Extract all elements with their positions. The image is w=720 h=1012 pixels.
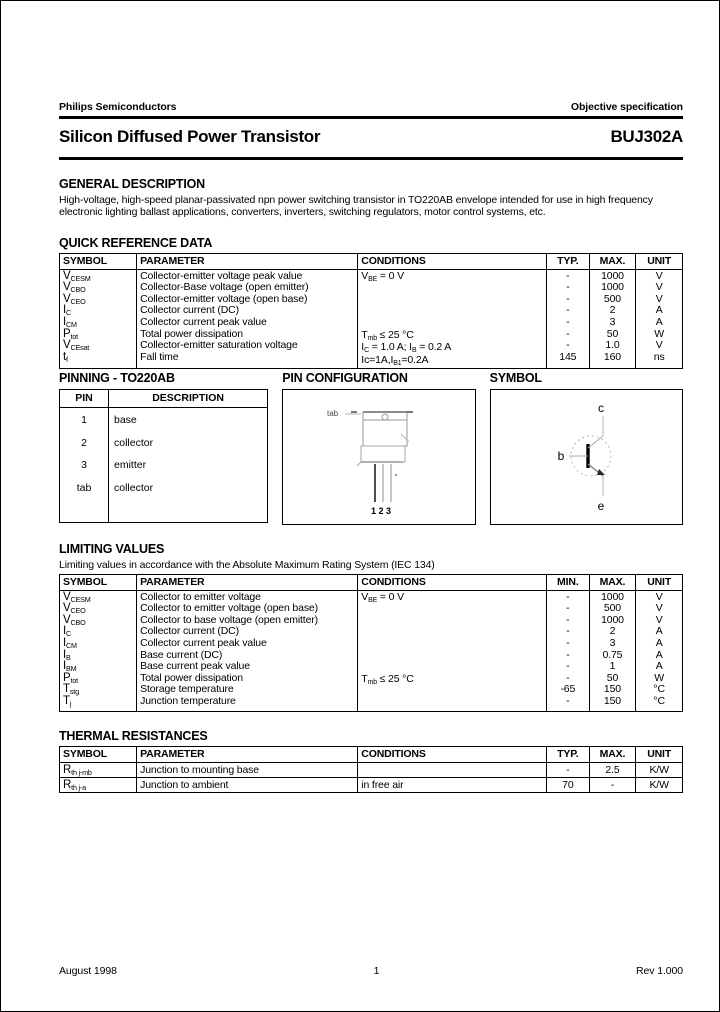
symbol-panel [490, 371, 683, 525]
cell-line: Collector-emitter voltage peak value [140, 269, 303, 282]
cell-line: Collector-emitter voltage (open base) [140, 292, 308, 305]
tab-label-text: tab [327, 409, 339, 419]
cell-line: ns [653, 350, 665, 363]
lv-conditions-cell [358, 590, 547, 711]
pinning-panel [59, 371, 268, 525]
cell-line: 0.75 [602, 648, 623, 661]
cell-line: 50 [606, 327, 619, 340]
cell-line: V [655, 613, 663, 626]
pin-description: collector [114, 482, 154, 494]
cell-line: - [566, 637, 570, 650]
cell-line: $V_{CBO}$ [63, 613, 86, 627]
cell-line: A [655, 625, 663, 638]
cell-line: $T_{stg}$ [63, 683, 79, 697]
cell-line: Collector-emitter saturation voltage [140, 339, 298, 352]
cell-line: 500 [603, 602, 621, 615]
cell-line: 1.0 [605, 339, 620, 352]
cell-line: $V_{CEO}$ [63, 602, 86, 616]
cell-line: Fall time [140, 350, 179, 363]
table-row [60, 762, 683, 777]
pin-description: collector [114, 436, 154, 449]
pin-description: emitter [114, 459, 147, 472]
col-pin: PIN [60, 390, 109, 408]
thermal-max: - [589, 777, 636, 792]
pin-configuration-panel [282, 371, 475, 525]
cell-line: °C [653, 683, 665, 696]
pinning-title: PINNING - TO220AB [59, 371, 175, 386]
cell-line [361, 616, 543, 628]
cell-line: $I_{BM}$ [63, 660, 77, 674]
col-description: DESCRIPTION [109, 390, 268, 408]
cell-line [361, 283, 543, 295]
title-row [59, 119, 683, 156]
cell-line: A [655, 637, 663, 650]
symbol-panel-title: SYMBOL [489, 371, 542, 386]
cell-line: 1 [609, 660, 616, 673]
cell-line: Base current (DC) [140, 648, 223, 661]
limiting-values-title: LIMITING VALUES [59, 542, 165, 557]
pin-description-filler [109, 499, 268, 523]
thermal-unit: K/W [636, 777, 683, 792]
col-symbol: SYMBOL [60, 746, 137, 762]
cell-line: V [655, 292, 663, 305]
qr-max-cell [589, 269, 636, 369]
col-typ: TYP. [547, 746, 590, 762]
cell-line: 2 [609, 304, 616, 317]
cell-line: - [566, 660, 570, 673]
cell-line: $V_{CEO}$ [63, 292, 86, 306]
cell-line: $V_{CEsat}$ [63, 339, 90, 353]
thermal-typ: 70 [547, 777, 590, 792]
cell-line: $t_f$ [63, 350, 68, 364]
page-footer [59, 965, 683, 977]
cell-line: A [655, 660, 663, 673]
thermal-unit: K/W [636, 762, 683, 777]
thermal-symbol: $R_{th j-a}$ [60, 777, 137, 792]
cell-line: -65 [560, 683, 576, 696]
lv-symbol-cell [60, 590, 137, 711]
table-row [60, 269, 683, 369]
cell-line [361, 295, 543, 307]
collector-lead [588, 436, 603, 448]
cell-line [361, 639, 543, 651]
lv-unit-cell [636, 590, 683, 711]
cell-line [361, 651, 543, 663]
cell-line: $V_{BE} = 0$ V [361, 269, 404, 283]
col-max: MAX. [589, 574, 636, 590]
page-header [59, 101, 683, 115]
cell-line: - [566, 339, 570, 352]
cell-line: 3 [609, 637, 616, 650]
cell-line: - [566, 315, 570, 328]
cell-line: $V_{CESM}$ [63, 269, 91, 283]
cell-line: Collector current peak value [140, 315, 267, 328]
cell-line: Collector to emitter voltage [140, 590, 261, 603]
cell-line [361, 627, 543, 639]
cell-line: 150 [603, 694, 621, 707]
cell-line: $V_{BE} = 0$ V [361, 590, 404, 604]
footer-date: August 1998 [59, 965, 117, 977]
cell-line: V [655, 602, 663, 615]
quick-reference-title: QUICK REFERENCE DATA [59, 235, 213, 250]
cell-line: - [566, 327, 570, 340]
cell-line: Collector current (DC) [140, 625, 239, 638]
table-header-row [60, 253, 683, 269]
lv-max-cell [589, 590, 636, 711]
col-max: MAX. [589, 746, 636, 762]
cell-line: $Ic=1A,I_{B1}=0.2A$ [361, 353, 429, 367]
cell-line: $P_{tot}$ [63, 671, 78, 685]
pin-number: 2 [60, 431, 109, 454]
cell-line: V [655, 590, 663, 603]
cell-line: Collector-Base voltage (open emitter) [140, 281, 309, 294]
cell-line: Total power dissipation [140, 327, 243, 340]
cell-line: Junction temperature [140, 694, 236, 707]
cell-line: W [654, 327, 665, 340]
part-number: BUJ302A [610, 127, 683, 146]
cell-line: 500 [603, 292, 621, 305]
cell-line: 3 [609, 315, 616, 328]
col-typ: TYP. [547, 253, 590, 269]
cell-line: 1000 [601, 613, 624, 626]
footer-page-number: 1 [373, 965, 380, 977]
cell-line: 160 [603, 350, 621, 363]
table-row [60, 431, 268, 454]
qr-parameter-cell [137, 269, 358, 369]
cell-line: Total power dissipation [140, 671, 243, 684]
col-symbol: SYMBOL [60, 574, 137, 590]
thermal-max: 2.5 [589, 762, 636, 777]
limiting-values-table [59, 574, 683, 712]
cell-line: Collector to emitter voltage (open base) [140, 602, 318, 615]
cell-line: $I_{CM}$ [63, 315, 77, 329]
table-row [60, 408, 268, 431]
col-max: MAX. [589, 253, 636, 269]
cell-line: - [566, 613, 570, 626]
cell-line: V [655, 339, 663, 352]
cell-line: Base current peak value [140, 660, 250, 673]
cell-line: $T_{mb} \le 25$ °C [361, 672, 414, 686]
thermal-condition [358, 762, 547, 777]
cell-line: $T_j$ [63, 694, 72, 708]
col-parameter: PARAMETER [137, 746, 358, 762]
cell-line: $V_{CESM}$ [63, 590, 91, 604]
thermal-resistances-table [59, 746, 683, 793]
cell-line: 1000 [601, 269, 624, 282]
cell-line: $I_B$ [63, 648, 71, 662]
table-row [60, 590, 683, 711]
col-conditions: CONDITIONS [358, 253, 547, 269]
quick-reference-table [59, 253, 683, 370]
cell-line: $T_{mb} \le 25$ °C [361, 328, 414, 342]
pin-numbers-text: 1 2 3 [371, 506, 392, 517]
cell-line [361, 698, 543, 710]
cell-line: °C [653, 694, 665, 707]
thermal-condition: in free air [358, 777, 547, 792]
pin-number-filler [60, 499, 109, 523]
table-header-row [60, 746, 683, 762]
col-conditions: CONDITIONS [358, 574, 547, 590]
cell-line: W [654, 671, 665, 684]
cell-line: $V_{CBO}$ [63, 281, 86, 295]
cell-line: Collector to base voltage (open emitter) [140, 613, 318, 626]
cell-line: - [566, 671, 570, 684]
cell-line: $I_{CM}$ [63, 637, 77, 651]
cell-line: $I_C$ [63, 304, 72, 318]
cell-line: - [566, 694, 570, 707]
thermal-symbol: $R_{th j-mb}$ [60, 762, 137, 777]
document-title: Silicon Diffused Power Transistor [59, 127, 321, 146]
lv-min-cell [547, 590, 590, 711]
cell-line: Collector current (DC) [140, 304, 239, 317]
footer-revision: Rev 1.000 [636, 965, 683, 977]
general-description-title: GENERAL DESCRIPTION [59, 177, 205, 191]
col-unit: UNIT [636, 746, 683, 762]
col-parameter: PARAMETER [137, 253, 358, 269]
table-row [60, 477, 268, 500]
table-row [60, 777, 683, 792]
header-rule-bottom [59, 157, 683, 160]
cell-line: Collector current peak value [140, 637, 267, 650]
lv-parameter-cell [137, 590, 358, 711]
cell-line: A [655, 315, 663, 328]
col-parameter: PARAMETER [137, 574, 358, 590]
cell-line: A [655, 648, 663, 661]
cell-line: 150 [603, 683, 621, 696]
pin-number: 1 [60, 408, 109, 431]
table-header-row [60, 390, 268, 408]
cell-line: - [566, 648, 570, 661]
qr-typ-cell [547, 269, 590, 369]
cell-line: - [566, 304, 570, 317]
cell-line: $I_C = 1.0$ A; $I_B = 0.2$ A [361, 341, 452, 355]
table-row [60, 454, 268, 477]
package-panels [59, 371, 683, 525]
cell-line [361, 318, 543, 330]
qr-symbol-cell [60, 269, 137, 369]
emitter-label: e [597, 499, 604, 514]
base-label: b [557, 449, 564, 464]
cell-line: 145 [559, 350, 577, 363]
cell-line: Storage temperature [140, 683, 234, 696]
thermal-typ: - [547, 762, 590, 777]
table-header-row [60, 574, 683, 590]
collector-label: c [597, 401, 604, 416]
spec-status: Objective specification [570, 101, 683, 113]
col-min: MIN. [547, 574, 590, 590]
cell-line: 1000 [601, 590, 624, 603]
cell-line: - [566, 269, 570, 282]
cell-line: - [566, 602, 570, 615]
page-content [59, 101, 683, 793]
cell-line: $I_C$ [63, 625, 72, 639]
cell-line: A [655, 304, 663, 317]
cell-line: - [566, 292, 570, 305]
col-unit: UNIT [636, 253, 683, 269]
pin-configuration-box [282, 389, 475, 525]
company-name: Philips Semiconductors [59, 101, 177, 113]
pin-number: 3 [60, 454, 109, 477]
col-symbol: SYMBOL [60, 253, 137, 269]
pinning-table [59, 389, 268, 523]
cell-line: V [655, 269, 663, 282]
cell-line: 2 [609, 625, 616, 638]
cell-line: - [566, 625, 570, 638]
cell-line: - [566, 590, 570, 603]
col-conditions: CONDITIONS [358, 746, 547, 762]
col-unit: UNIT [636, 574, 683, 590]
cell-line: $P_{tot}$ [63, 327, 78, 341]
cell-line: V [655, 281, 663, 294]
pin-configuration-title: PIN CONFIGURATION [282, 371, 408, 386]
cell-line: - [566, 281, 570, 294]
emitter-arrow [597, 469, 605, 475]
to220ab-package-drawing [283, 390, 475, 522]
cell-line [361, 686, 543, 698]
qr-unit-cell [636, 269, 683, 369]
cell-line: 1000 [601, 281, 624, 294]
npn-transistor-symbol [491, 390, 683, 522]
table-filler-row [60, 499, 268, 523]
limiting-values-subtitle: Limiting values in accordance with the Absolute Maximum Rating System (IEC 134) [59, 559, 435, 572]
cell-line [361, 604, 543, 616]
general-description-text: High-voltage, high-speed planar-passivated npn power switching transistor in TO220AB envelope intended for use in high frequency electronic lighting ballast applications, converters, inverters, switching regulators, motor control systems, etc. [59, 194, 653, 219]
cell-line: 50 [606, 671, 619, 684]
pin-description: base [114, 413, 137, 426]
thermal-parameter: Junction to ambient [137, 777, 358, 792]
cell-line [361, 306, 543, 318]
qr-conditions-cell [358, 269, 547, 369]
thermal-parameter: Junction to mounting base [137, 762, 358, 777]
symbol-box [490, 389, 683, 525]
thermal-resistances-title: THERMAL RESISTANCES [59, 728, 208, 743]
pin-number: tab [60, 477, 109, 500]
